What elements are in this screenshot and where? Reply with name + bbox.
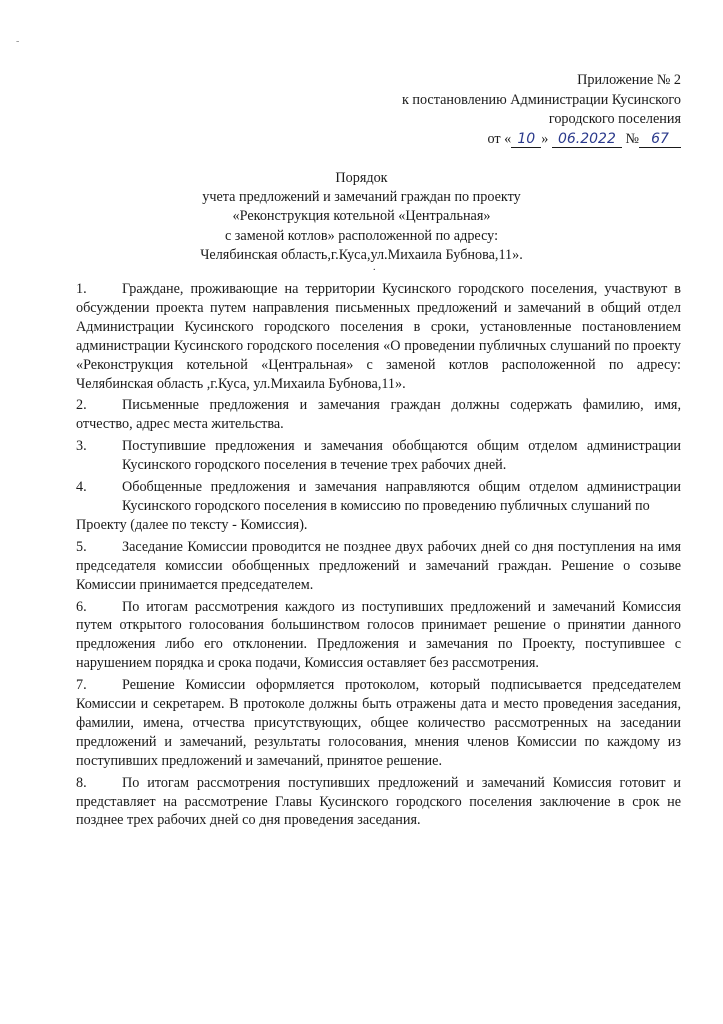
date-prefix: от « bbox=[487, 130, 512, 147]
list-item bbox=[76, 538, 681, 595]
list-item bbox=[76, 598, 681, 674]
date-mid: » bbox=[541, 130, 549, 147]
title-line-5: Челябинская область,г.Куса,ул.Михаила Бубнова,11». bbox=[200, 246, 523, 263]
list-item bbox=[76, 396, 681, 434]
item-text: Заседание Комиссии проводится не позднее двух рабочих дней со дня поступления на имя председателя комиссии обобщенных предложений и замечаний граждан. Решение о созыве Комиссии принимается председателем. bbox=[76, 538, 681, 593]
corner-mark: - bbox=[16, 36, 20, 47]
title-line-4: с заменой котлов» расположенной по адресу: bbox=[224, 227, 499, 244]
list-item bbox=[76, 280, 681, 393]
list-item bbox=[76, 437, 681, 475]
item-text: Поступившие предложения и замечания обобщаются общим отделом администрации Кусинского городского поселения в течение трех рабочих дней. bbox=[122, 438, 681, 474]
appendix-resolution: к постановлению Администрации Кусинского bbox=[401, 91, 681, 108]
handwritten-date: 06.2022 bbox=[552, 131, 622, 148]
item-hang-block bbox=[76, 478, 681, 516]
item-number: 4. bbox=[76, 479, 87, 496]
appendix-header bbox=[402, 71, 681, 149]
item-number: 3. bbox=[76, 438, 87, 455]
title-line-3: «Реконструкция котельной «Центральная» bbox=[232, 208, 491, 225]
item-number: 8. bbox=[76, 774, 87, 791]
appendix-date-line bbox=[402, 130, 681, 150]
document-title bbox=[0, 169, 723, 265]
number-prefix: № bbox=[625, 130, 639, 147]
item-text-continuation: Проекту (далее по тексту - Комиссия). bbox=[76, 516, 308, 533]
document-body bbox=[76, 280, 681, 833]
item-number: 5. bbox=[76, 538, 87, 555]
title-line-1: Порядок bbox=[335, 170, 388, 186]
appendix-number: Приложение № 2 bbox=[577, 72, 681, 88]
handwritten-number: 67 bbox=[639, 131, 681, 148]
item-number: 6. bbox=[76, 598, 87, 615]
item-text: Решение Комиссии оформляется протоколом, который подписывается председателем Комиссии и секретарем. В протоколе должны быть отражены дата и место проведения заседания, фамилии, имена, отчества присутствующих, общее количество рассмотренных на заседании предложений и замечаний, результаты голосования, мнения членов Комиссии по каждому из поступивших предложений и замечаний, принятое решение. bbox=[76, 677, 681, 769]
item-number: 1. bbox=[76, 281, 87, 297]
item-number: 7. bbox=[76, 677, 87, 694]
title-line-2: учета предложений и замечаний граждан по проекту bbox=[202, 189, 521, 206]
list-item bbox=[76, 774, 681, 831]
list-item bbox=[76, 676, 681, 771]
list-item bbox=[76, 478, 681, 535]
stray-dot: . bbox=[373, 262, 376, 273]
item-number: 2. bbox=[76, 397, 87, 414]
appendix-settlement: городского поселения bbox=[548, 111, 681, 127]
item-text: Письменные предложения и замечания граждан должны содержать фамилию, имя, отчество, адрес места жительства. bbox=[76, 397, 681, 433]
item-text: По итогам рассмотрения поступивших предложений и замечаний Комиссия готовит и представляет на рассмотрение Главы Кусинского городского поселения заключение в срок не позднее трех рабочих дней со дня проведения заседания. bbox=[76, 774, 681, 829]
item-text: По итогам рассмотрения каждого из поступивших предложений и замечаний Комиссия путем открытого голосования большинством голосов принимает решение о принятии данного предложения либо его отклонении. Предложения и замечания по Проекту, поступившее с нарушением порядка и срока подачи, Комиссия оставляет без рассмотрения. bbox=[76, 598, 681, 672]
item-text: Граждане, проживающие на территории Кусинского городского поселения, участвуют в обсуждении проекта путем направления письменных предложений и замечаний в общий отдел Администрации Кусинского городского поселения в сроки, установленные постановлением администрации Кусинского городского поселения «О проведении публичных слушаний по проекту «Реконструкция котельной «Центральная» с заменой котлов расположенной по адресу: Челябинская область ,г.Куса, ул.Михаила Бубнова,11». bbox=[76, 281, 681, 392]
item-text: Обобщенные предложения и замечания направляются общим отделом администрации Кусинского городского поселения в комиссию по проведению публичных слушаний по bbox=[122, 479, 681, 514]
handwritten-day: 10 bbox=[511, 131, 541, 148]
